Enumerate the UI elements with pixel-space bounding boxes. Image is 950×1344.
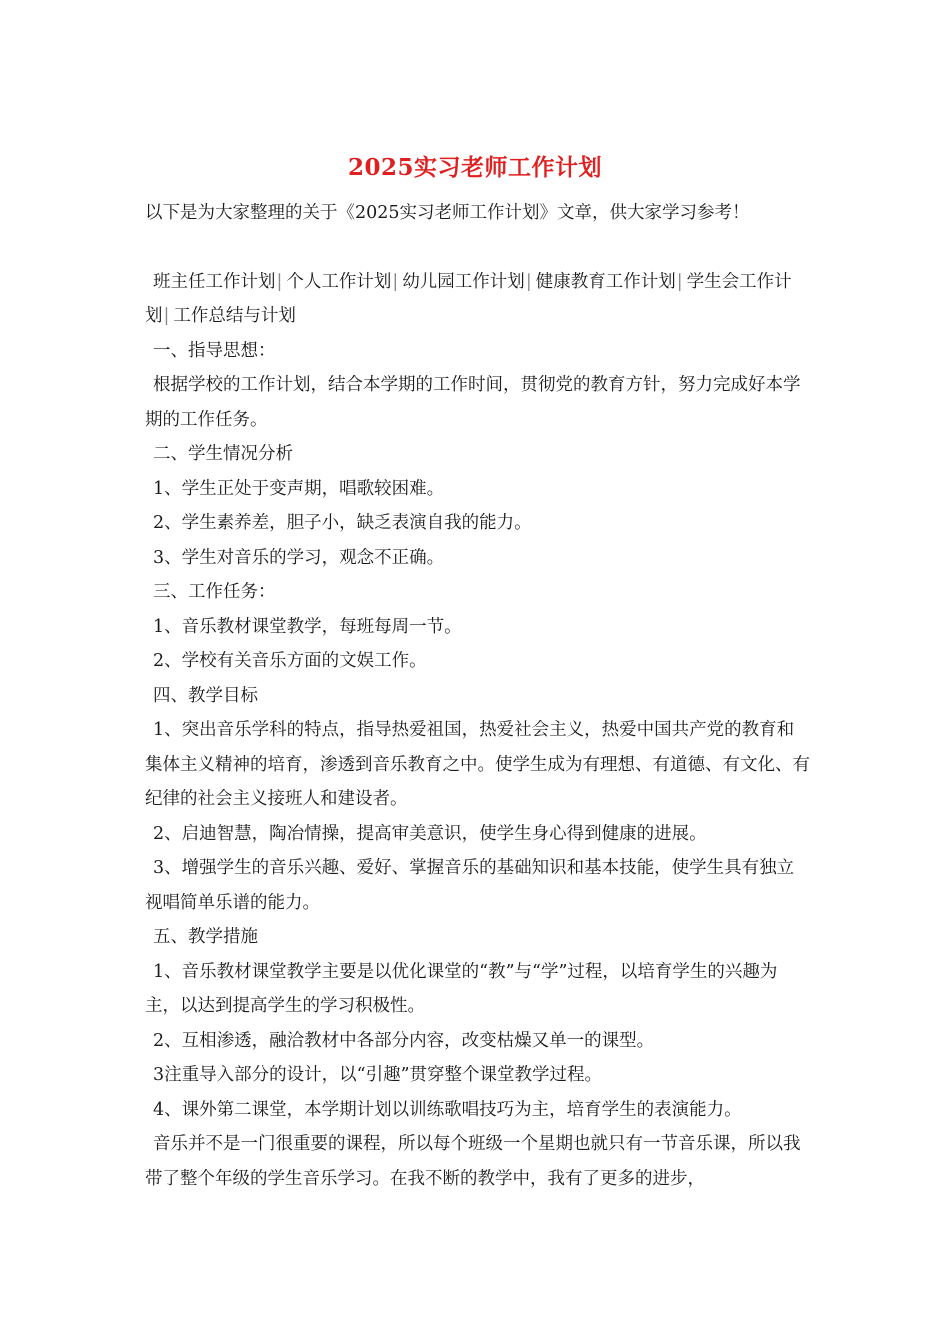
link-health-education-plan[interactable]: 健康教育工作计划 xyxy=(535,271,676,292)
paragraph: 音乐并不是一门很重要的课程，所以每个班级一个星期也就只有一节音乐课，所以我带了整个年级的学生音乐学习。在我不断的教学中，我有了更多的进步， xyxy=(145,1134,801,1189)
list-item: 1、突出音乐学科的特点，指导热爱祖国，热爱社会主义，热爱中国共产党的教育和集体主义精神的培育，渗透到音乐教育之中。使学生成为有理想、有道德、有文化、有纪律的社会主义接班人和建设者。 xyxy=(145,720,810,809)
section-heading-3: 三、工作任务： xyxy=(153,582,276,602)
list-item: 1、音乐教材课堂教学主要是以优化课堂的“教”与“学”过程，以培育学生的兴趣为主，以达到提高学生的学习积极性。 xyxy=(145,961,778,1016)
link-separator: | xyxy=(525,271,532,292)
section-heading-2: 二、学生情况分析 xyxy=(153,444,293,464)
list-item: 3注重导入部分的设计，以“引趣”贯穿整个课堂教学过程。 xyxy=(153,1065,603,1085)
link-separator: | xyxy=(676,271,683,292)
link-separator: | xyxy=(163,306,170,326)
link-class-teacher-plan[interactable]: 班主任工作计划 xyxy=(153,271,276,292)
intro-paragraph: 以下是为大家整理的关于《2025实习老师工作计划》文章，供大家学习参考！ xyxy=(145,203,750,223)
section-heading-4: 四、教学目标 xyxy=(153,685,258,706)
link-separator: | xyxy=(276,271,283,292)
list-item: 2、互相渗透，融洽教材中各部分内容，改变枯燥又单一的课型。 xyxy=(153,1030,655,1051)
list-item: 2、学校有关音乐方面的文娱工作。 xyxy=(153,651,427,671)
document-title: 2025实习老师工作计划 xyxy=(347,154,602,181)
section-heading-1: 一、指导思想： xyxy=(153,340,276,361)
list-item: 1、音乐教材课堂教学，每班每周一节。 xyxy=(153,616,462,637)
link-separator: | xyxy=(392,271,399,292)
link-student-union-plan[interactable]: 学生会工作计划 xyxy=(145,271,792,326)
list-item: 4、课外第二课堂，本学期计划以训练歌唱技巧为主，培育学生的表演能力。 xyxy=(153,1099,742,1120)
list-item: 3、增强学生的音乐兴趣、爱好、掌握音乐的基础知识和基本技能，使学生具有独立视唱简单乐谱的能力。 xyxy=(145,858,795,913)
paragraph: 根据学校的工作计划，结合本学期的工作时间，贯彻党的教育方针，努力完成好本学期的工作任务。 xyxy=(145,375,801,430)
section-heading-5: 五、教学措施 xyxy=(153,927,258,947)
list-item: 2、学生素养差，胆子小，缺乏表演自我的能力。 xyxy=(153,513,532,533)
document-body xyxy=(145,196,811,1196)
link-summary-and-plan[interactable]: 工作总结与计划 xyxy=(173,306,296,326)
link-personal-plan[interactable]: 个人工作计划 xyxy=(286,271,392,292)
link-kindergarten-plan[interactable]: 幼儿园工作计划 xyxy=(402,271,525,292)
related-links xyxy=(145,265,811,334)
list-item: 2、启迪智慧，陶冶情操，提高审美意识，使学生身心得到健康的进展。 xyxy=(153,823,707,844)
list-item: 1、学生正处于变声期，唱歌较困难。 xyxy=(153,478,445,499)
list-item: 3、学生对音乐的学习，观念不正确。 xyxy=(153,547,445,568)
